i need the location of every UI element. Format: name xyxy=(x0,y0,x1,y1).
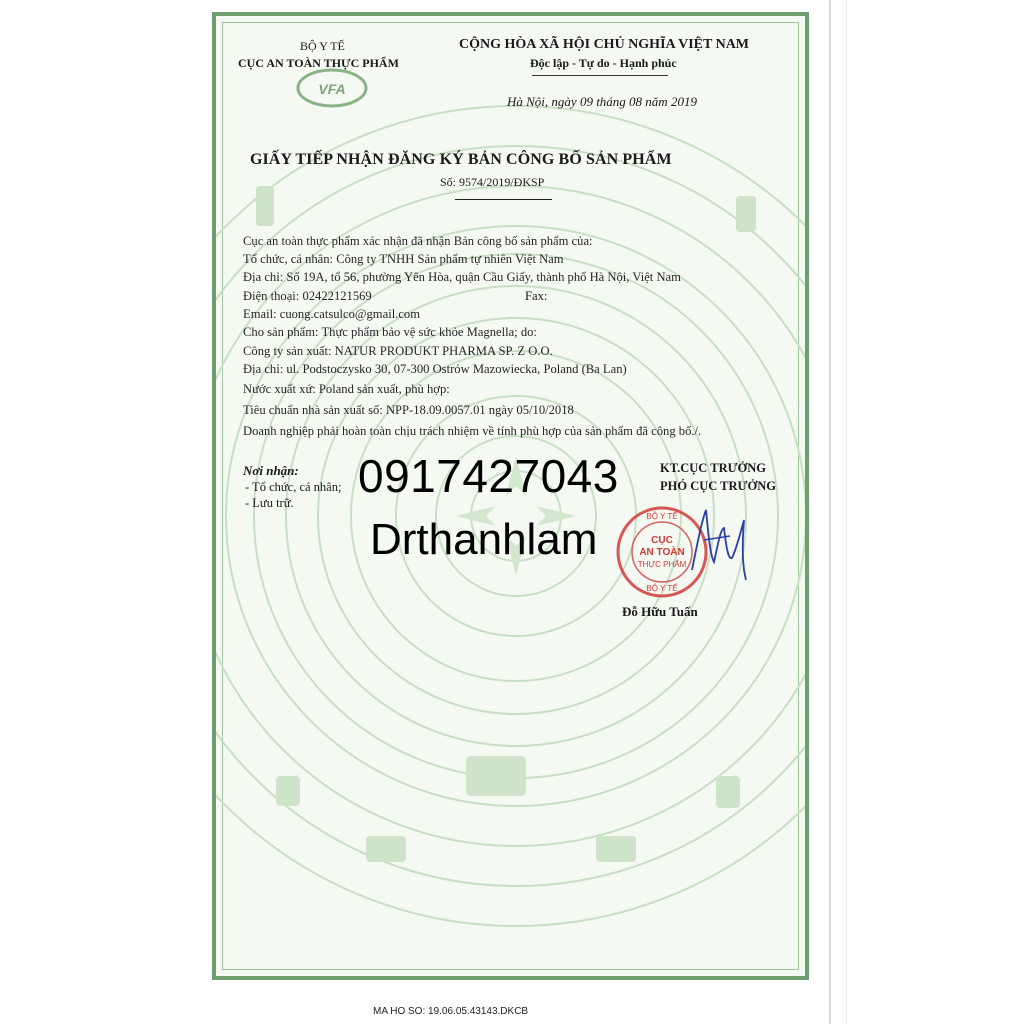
stamp-top-text: BỘ Y TẾ xyxy=(646,512,678,521)
national-motto: Độc lập - Tự do - Hạnh phúc xyxy=(530,56,677,70)
body-line: Cho sản phẩm: Thực phẩm bảo vệ sức khỏe Magnella; do: xyxy=(243,325,537,339)
stamp-center-text: CỤC xyxy=(651,535,673,546)
body-line: Tổ chức, cá nhân: Công ty TNHH Sản phẩm tự nhiên Việt Nam xyxy=(243,252,564,266)
recipients-title: Nơi nhận: xyxy=(243,463,299,478)
page-edge-shadow xyxy=(846,0,847,1024)
overlay-watermark-name: Drthanhlam xyxy=(370,515,598,564)
motto-underline xyxy=(532,75,668,76)
body-line: Cục an toàn thực phẩm xác nhận đã nhận Bản công bố sản phẩm của: xyxy=(243,234,593,248)
stamp-bottom-text: BỘ Y TẾ xyxy=(646,584,678,593)
body-line: Nước xuất xứ: Poland sản xuất, phù hợp: xyxy=(243,382,450,396)
handwritten-signature xyxy=(684,500,754,590)
body-line: Công ty sản xuất: NATUR PRODUKT PHARMA SP. Z O.O. xyxy=(243,344,553,358)
ministry-name: BỘ Y TẾ xyxy=(300,39,345,53)
nation-title: CỘNG HÒA XÃ HỘI CHỦ NGHĨA VIỆT NAM xyxy=(459,37,750,52)
recipient-item: - Lưu trữ. xyxy=(245,496,294,510)
body-line: Địa chỉ: Số 19A, tổ 56, phường Yên Hòa, quận Cầu Giấy, thành phố Hà Nội, Việt Nam xyxy=(243,270,681,284)
body-line: Tiêu chuẩn nhà sản xuất số: NPP-18.09.0057.01 ngày 05/10/2018 xyxy=(243,403,574,417)
body-line: Doanh nghiệp phải hoàn toàn chịu trách nhiệm về tính phù hợp của sản phẩm đã công bố./. xyxy=(243,424,702,438)
document-title: GIẤY TIẾP NHẬN ĐĂNG KÝ BẢN CÔNG BỐ SẢN PHẨM xyxy=(250,151,672,168)
recipient-item: - Tổ chức, cá nhân; xyxy=(245,480,342,494)
body-line: Email: cuong.catsulco@gmail.com xyxy=(243,307,421,321)
title-underline xyxy=(455,199,552,200)
overlay-phone-number: 0917427043 xyxy=(358,450,619,502)
dossier-code: MA HO SO: 19.06.05.43143.DKCB xyxy=(373,1006,529,1017)
document-number: Số: 9574/2019/ĐKSP xyxy=(440,175,545,189)
page-edge xyxy=(829,0,831,1024)
body-line: Địa chỉ: ul. Podstoczysko 30, 07-300 Ostrów Mazowiecka, Poland (Ba Lan) xyxy=(243,362,627,376)
signatory-position: PHÓ CỤC TRƯỞNG xyxy=(660,479,776,493)
stamp-center-text: AN TOÀN xyxy=(639,547,685,558)
department-name: CỤC AN TOÀN THỰC PHẨM xyxy=(238,56,399,70)
signatory-title: KT.CỤC TRƯỞNG xyxy=(660,461,767,475)
issue-date: Hà Nội, ngày 09 tháng 08 năm 2019 xyxy=(507,94,697,109)
signer-name: Đỗ Hữu Tuấn xyxy=(622,604,698,619)
stamp-center-text: THỰC PHẨM xyxy=(637,560,687,569)
svg-text:VFA: VFA xyxy=(318,81,346,97)
fax-label: Fax: xyxy=(525,289,548,303)
body-line: Điện thoại: 02422121569 xyxy=(243,289,372,303)
vfa-logo xyxy=(296,68,368,108)
